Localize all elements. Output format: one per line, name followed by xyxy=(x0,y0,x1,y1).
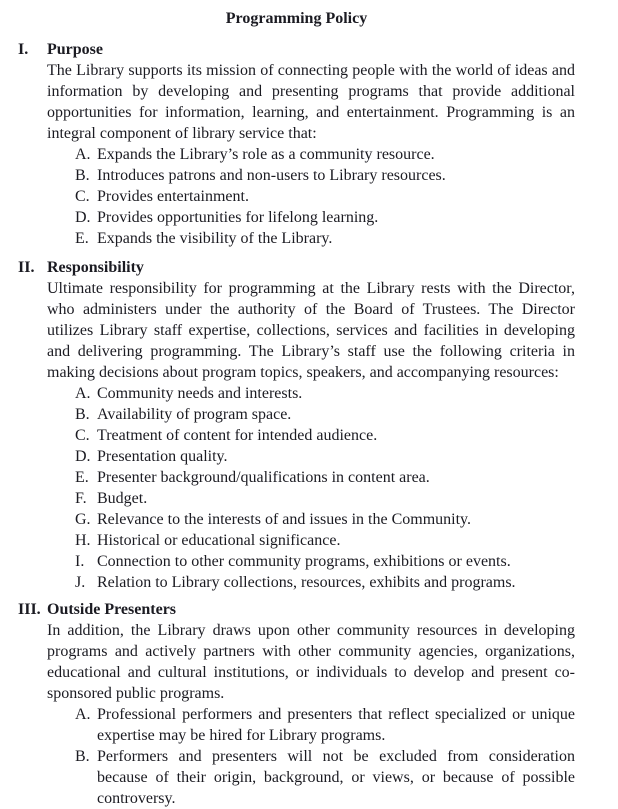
list-item-text: Treatment of content for intended audience. xyxy=(97,427,378,444)
list-item xyxy=(47,572,575,593)
list-item-text: Presentation quality. xyxy=(97,448,228,465)
list-item xyxy=(47,404,575,425)
lettered-list xyxy=(47,144,575,249)
list-item-text: Connection to other community programs, exhibitions or events. xyxy=(97,553,511,570)
list-item-text: Introduces patrons and non-users to Library resources. xyxy=(97,167,446,184)
list-item xyxy=(47,488,575,509)
list-item-text: Provides opportunities for lifelong learning. xyxy=(97,209,379,226)
list-item-text: Budget. xyxy=(97,490,148,507)
list-item xyxy=(47,144,575,165)
list-item xyxy=(47,425,575,446)
section-body: The Library supports its mission of connecting people with the world of ideas and information by developing and presenting programs that provide additional opportunities for information, learning, and entertainment. Programming is an integral component of library service that: xyxy=(47,62,575,142)
section-body: Ultimate responsibility for programming at the Library rests with the Director, who administers under the authority of the Board of Trustees. The Director utilizes Library staff expertise, collections, services and facilities in developing and delivering programming. The Library’s staff use the following criteria in making decisions about program topics, speakers, and accompanying resources: xyxy=(47,280,575,381)
list-item xyxy=(47,530,575,551)
section-heading: Outside Presenters xyxy=(47,601,177,618)
list-item-letter: B. xyxy=(75,748,90,765)
section-heading: Responsibility xyxy=(47,259,144,276)
list-item-text: Presenter background/qualifications in content area. xyxy=(97,469,430,486)
list-item-text: Professional performers and presenters that reflect specialized or unique expertise may be hired for Library programs. xyxy=(97,706,575,744)
list-item-text: Availability of program space. xyxy=(97,406,292,423)
list-item-letter: A. xyxy=(75,385,91,402)
section-responsibility xyxy=(0,257,618,593)
section-numeral: II. xyxy=(18,259,35,276)
list-item-letter: D. xyxy=(75,448,91,465)
list-item xyxy=(47,383,575,404)
list-item-letter: A. xyxy=(75,706,91,723)
page-title: Programming Policy xyxy=(225,10,368,27)
list-item-letter: C. xyxy=(75,188,90,205)
list-item-text: Community needs and interests. xyxy=(97,385,303,402)
list-item xyxy=(47,446,575,467)
list-item xyxy=(47,509,575,530)
list-item-letter: A. xyxy=(75,146,91,163)
list-item-text: Historical or educational significance. xyxy=(97,532,341,549)
list-item-letter: E. xyxy=(75,230,89,247)
list-item xyxy=(47,186,575,207)
list-item-letter: F. xyxy=(75,490,87,507)
lettered-list xyxy=(47,704,575,809)
list-item xyxy=(47,207,575,228)
list-item-letter: D. xyxy=(75,209,91,226)
list-item-letter: E. xyxy=(75,469,89,486)
section-purpose xyxy=(0,39,618,249)
lettered-list xyxy=(47,383,575,593)
list-item xyxy=(47,551,575,572)
section-numeral: III. xyxy=(18,601,41,618)
list-item-text: Provides entertainment. xyxy=(97,188,249,205)
list-item xyxy=(47,467,575,488)
section-numeral: I. xyxy=(18,41,29,58)
section-outside-presenters xyxy=(0,599,618,809)
list-item-text: Performers and presenters will not be excluded from consideration because of their origin, background, or views, or because of possible controversy. xyxy=(97,748,575,807)
list-item-text: Expands the Library’s role as a community resource. xyxy=(97,146,435,163)
list-item-letter: H. xyxy=(75,532,91,549)
list-item-letter: B. xyxy=(75,167,90,184)
list-item-letter: C. xyxy=(75,427,90,444)
section-body: In addition, the Library draws upon other community resources in developing programs and actively partners with other community agencies, organizations, educational and cultural institutions, or individuals to develop and present co-sponsored public programs. xyxy=(47,622,575,702)
list-item-text: Relevance to the interests of and issues in the Community. xyxy=(97,511,471,528)
list-item-text: Expands the visibility of the Library. xyxy=(97,230,333,247)
list-item-letter: J. xyxy=(75,574,86,591)
list-item-text: Relation to Library collections, resources, exhibits and programs. xyxy=(97,574,516,591)
list-item xyxy=(47,165,575,186)
list-item-letter: G. xyxy=(75,511,91,528)
list-item xyxy=(47,228,575,249)
list-item xyxy=(47,746,575,809)
list-item-letter: I. xyxy=(75,553,85,570)
list-item xyxy=(47,704,575,746)
list-item-letter: B. xyxy=(75,406,90,423)
section-heading: Purpose xyxy=(47,41,103,58)
